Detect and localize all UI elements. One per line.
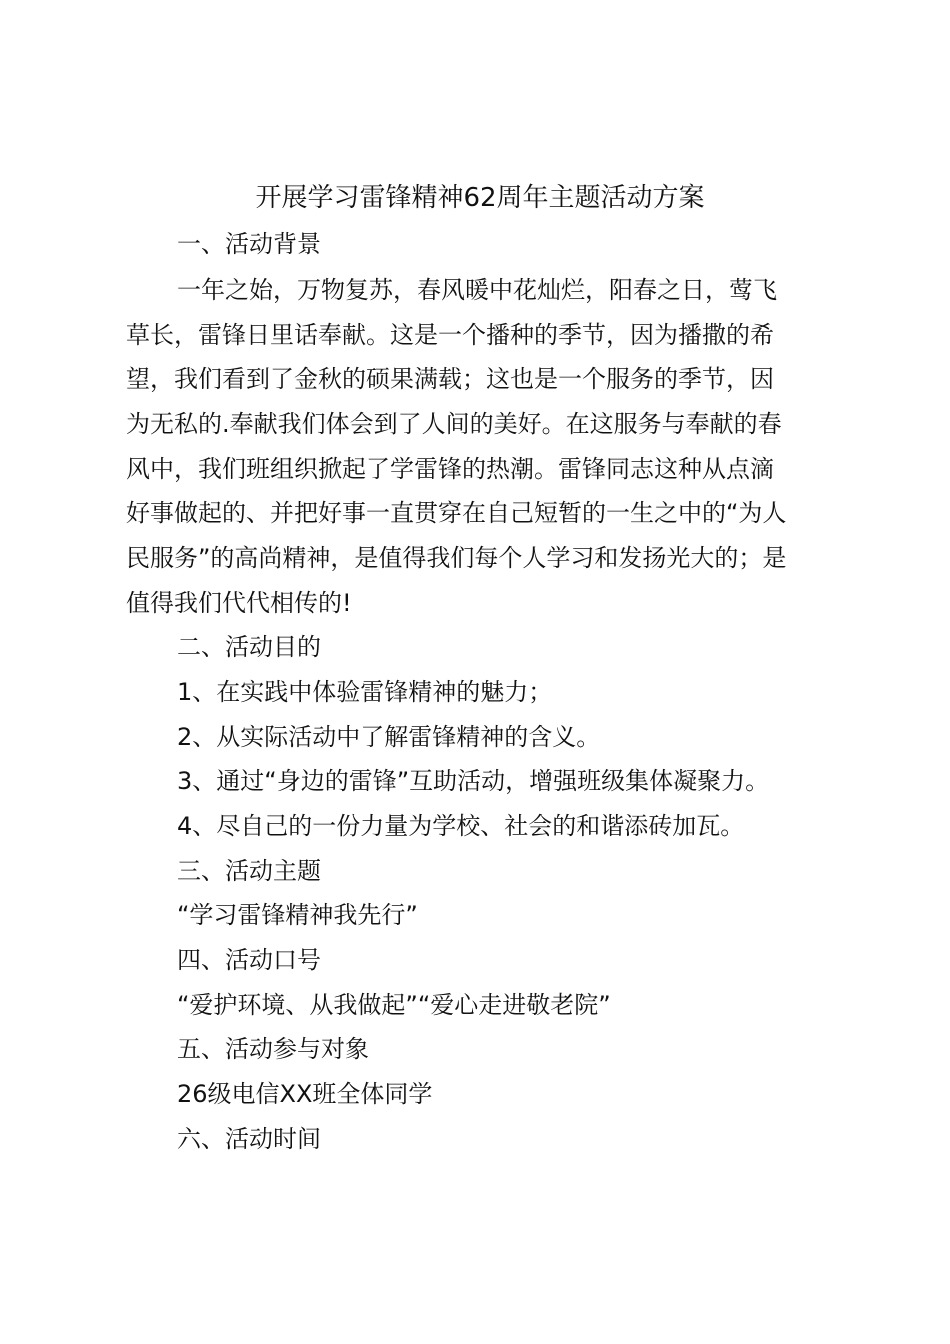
paragraph-line: 望，我们看到了金秋的硕果满载；这也是一个服务的季节，因	[126, 365, 774, 393]
list-item: 3、通过“身边的雷锋”互助活动，增强班级集体凝聚力。	[177, 767, 770, 795]
paragraph-line: 好事做起的、并把好事一直贯穿在自己短暂的一生之中的“为人	[126, 499, 787, 527]
paragraph-line: 风中，我们班组织掀起了学雷锋的热潮。雷锋同志这种从点滴	[126, 455, 774, 483]
paragraph-line: 值得我们代代相传的!	[126, 589, 352, 617]
list-item: 2、从实际活动中了解雷锋精神的含义。	[177, 723, 601, 751]
section-content-theme: “学习雷锋精神我先行”	[177, 901, 418, 929]
paragraph-line: 为无私的.奉献我们体会到了人间的美好。在这服务与奉献的春	[126, 410, 782, 438]
section-heading-purpose: 二、活动目的	[177, 633, 321, 661]
document-title: 开展学习雷锋精神62周年主题活动方案	[255, 183, 705, 213]
section-content-participants: 26级电信XX班全体同学	[177, 1080, 433, 1108]
section-content-slogan: “爱护环境、从我做起”“爱心走进敬老院”	[177, 991, 611, 1019]
list-item: 1、在实践中体验雷锋精神的魅力；	[177, 678, 553, 706]
section-heading-theme: 三、活动主题	[177, 857, 321, 885]
section-heading-slogan: 四、活动口号	[177, 946, 321, 974]
section-heading-participants: 五、活动参与对象	[177, 1035, 369, 1063]
paragraph-line: 一年之始，万物复苏，春风暖中花灿烂，阳春之日，莺飞	[177, 276, 777, 304]
paragraph-line: 民服务”的高尚精神，是值得我们每个人学习和发扬光大的；是	[126, 544, 787, 572]
section-heading-time: 六、活动时间	[177, 1125, 321, 1153]
paragraph-line: 草长，雷锋日里话奉献。这是一个播种的季节，因为播撒的希	[126, 321, 774, 349]
section-heading-background: 一、活动背景	[177, 230, 321, 258]
list-item: 4、尽自己的一份力量为学校、社会的和谐添砖加瓦。	[177, 812, 745, 840]
